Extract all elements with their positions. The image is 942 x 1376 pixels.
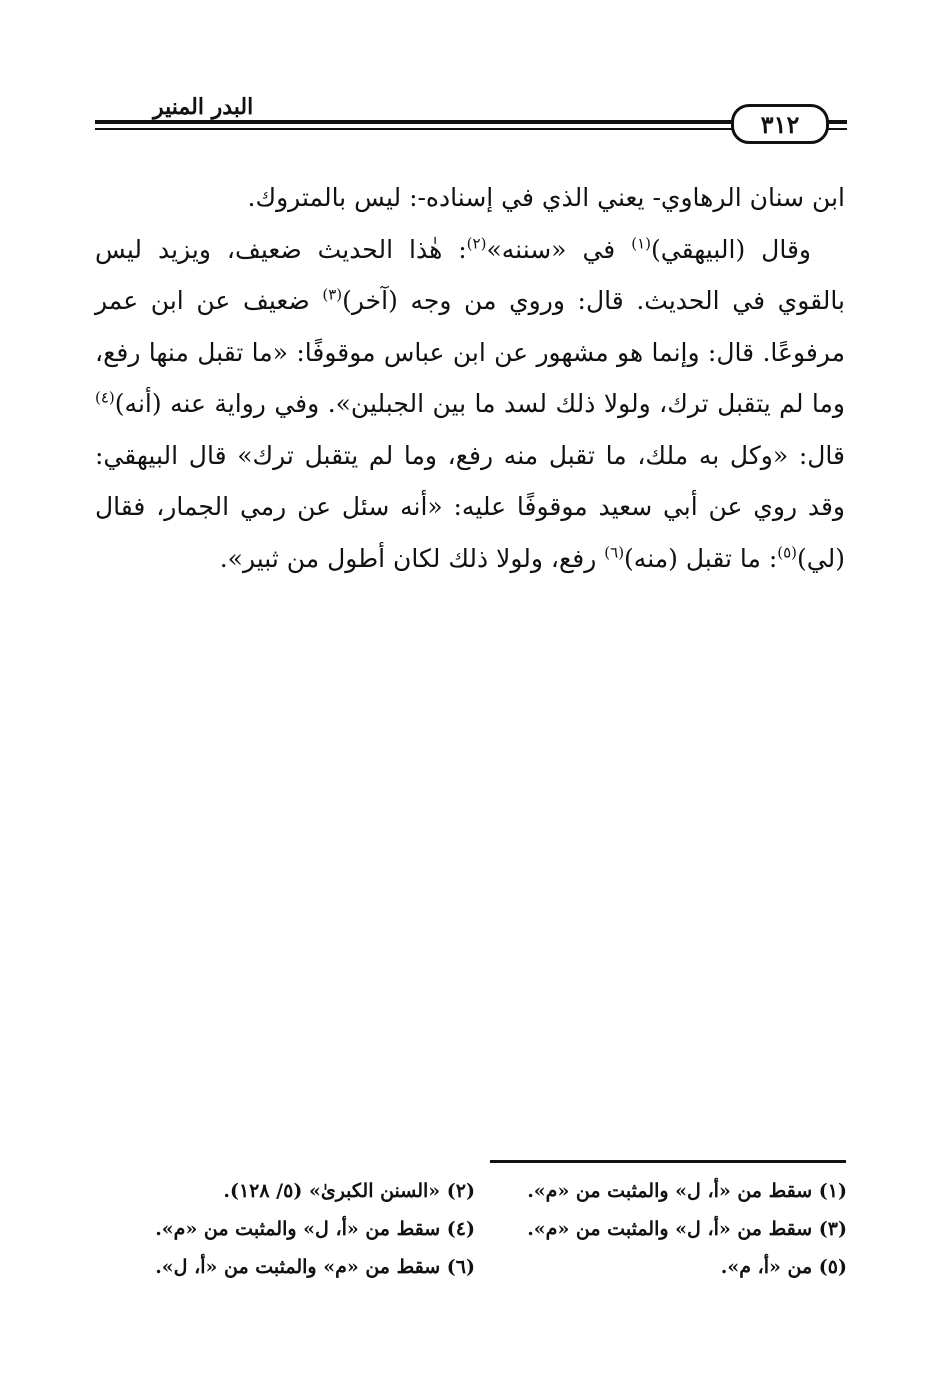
- text-run: رفع، ولولا ذلك لكان أطول من ثبير».: [219, 543, 605, 573]
- footnote-row: [95, 1210, 847, 1248]
- footnote-ref: (٤): [95, 388, 115, 407]
- footnote-ref: (٦): [604, 543, 625, 562]
- footnote: (٣) سقط من «أ، ل» والمثبت من «م».: [527, 1218, 847, 1240]
- text-run: : هٰذا الحديث ضعيف، ويزيد ليس بالقوي في الحديث. قال: وروي من وجه (آخر): [95, 234, 846, 315]
- page-header: [95, 92, 847, 152]
- footnote: (٦) سقط من «م» والمثبت من «أ، ل».: [155, 1256, 475, 1278]
- paragraph: [95, 224, 845, 585]
- footnote-ref: (٥): [777, 543, 798, 562]
- text-run: : ما تقبل (منه): [624, 543, 778, 573]
- footnote-ref: (٣): [322, 285, 343, 304]
- page-number: ٣١٢: [731, 104, 829, 144]
- footnote-row: [95, 1172, 847, 1210]
- text-run: قال: «وكل به ملك، ما تقبل منه رفع، وما لم يتقبل ترك» قال البيهقي: وقد روي عن أبي سعيد موقوفًا عليه: «أنه سئل عن رمي الجمار، فقال (لي): [95, 440, 845, 573]
- text-run: ضعيف عن ابن عمر مرفوعًا. قال: وإنما هو مشهور عن ابن عباس موقوفًا: «ما تقبل منها رفع، وما لم يتقبل ترك، ولولا ذلك لسد ما بين الجبلين». وفي رواية عنه (أنه): [95, 286, 845, 418]
- footnote-separator: [490, 1160, 846, 1163]
- paragraph: ابن سنان الرهاوي- يعني الذي في إسناده-: ليس بالمتروك.: [247, 183, 845, 212]
- main-text: [95, 172, 845, 584]
- footnote: (٢) «السنن الكبرىٰ» (٥/ ١٢٨).: [223, 1180, 475, 1202]
- footnote-ref: (٢): [466, 234, 487, 253]
- footnote-ref: (١): [631, 234, 652, 253]
- footnote: (٤) سقط من «أ، ل» والمثبت من «م».: [155, 1218, 475, 1240]
- text-run: في «سننه»: [486, 234, 632, 264]
- footnote-row: [95, 1248, 847, 1286]
- footnote: (١) سقط من «أ، ل» والمثبت من «م».: [527, 1180, 847, 1202]
- footnote: (٥) من «أ، م».: [720, 1256, 847, 1278]
- footnotes: [95, 1172, 847, 1286]
- text-run: وقال (البيهقي): [651, 234, 811, 264]
- running-title: البدر المنير: [153, 94, 254, 120]
